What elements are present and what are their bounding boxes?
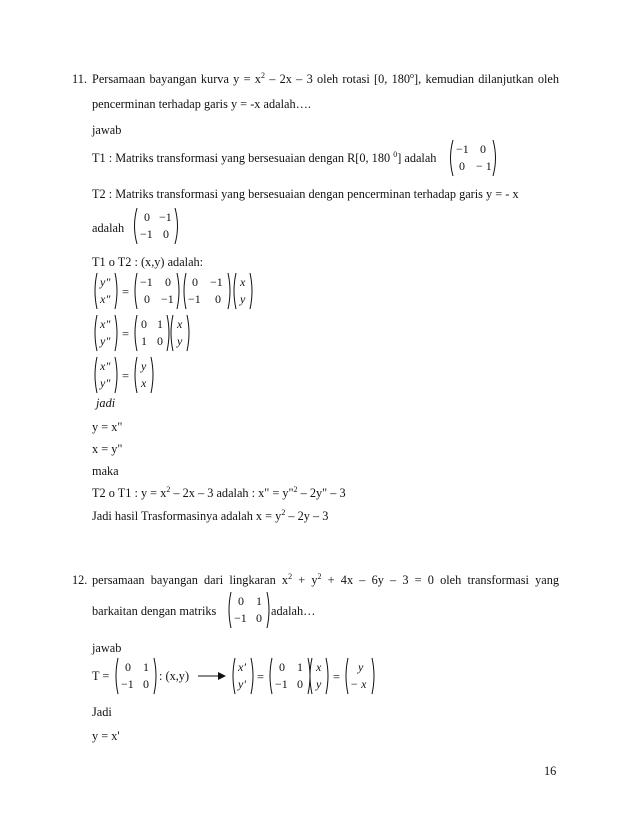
eq2-lhs-vector: x" y"	[92, 314, 120, 352]
eq1-matrix-2: 0 −1 −1 0	[181, 272, 233, 310]
jadi-label-12: Jadi	[92, 705, 112, 719]
arrow-right-icon	[198, 670, 228, 682]
t2-adalah: adalah	[92, 221, 125, 235]
p12-equals-1: =	[257, 670, 265, 684]
final-result: Jadi hasil Trasformasinya adalah $x = y^2 - 2y - 3$	[92, 508, 329, 523]
t2-matrix: 0 −1 −1 0	[131, 207, 181, 245]
result-line-2: x = y"	[92, 442, 123, 456]
eq1-vector: x y	[231, 272, 255, 310]
eq2-vector: x y	[168, 314, 192, 352]
final-composition: T2 o T1 : $y = x^2 - 2x - 3$ adalah : x" = y"$^2$ – 2y" – 3	[92, 485, 346, 500]
t1-matrix: −1 0 0 − 1	[447, 139, 499, 177]
p12-result-vector: y − x	[343, 657, 377, 695]
p12-equals-2: =	[333, 670, 341, 684]
p12-lhs-vector: x' y'	[230, 657, 256, 695]
eq2-matrix: 0 1 1 0	[132, 314, 172, 352]
p12-question-matrix: 0 1 −1 0	[226, 591, 272, 629]
t-matrix: 0 1 −1 0	[113, 657, 159, 695]
problem-12-line-1: persamaan bayangan dari lingkaran $x^2 + y^2 + 4x - 6y - 3 = 0$ oleh transformasi yang	[92, 572, 559, 587]
maka-label: maka	[92, 464, 119, 478]
t-xy: : (x,y)	[159, 669, 190, 683]
p12-last-line: y = x'	[92, 729, 120, 743]
eq3-lhs-vector: x" y"	[92, 356, 120, 394]
t2-statement: T2 : Matriks transformasi yang bersesuaian dengan pencerminan terhadap garis y = - x	[92, 187, 519, 201]
problem-11-number: 11.	[72, 72, 87, 86]
eq1-matrix-1: −1 0 0 −1	[132, 272, 182, 310]
eq1-equals: =	[122, 285, 130, 299]
eq3-result-vector: y x	[132, 356, 156, 394]
jadi-label: jadi	[96, 396, 116, 410]
eq1-lhs-vector: y" x"	[92, 272, 120, 310]
problem-12-adalah: adalah…	[271, 604, 316, 618]
problem-12-line-2: barkaitan dengan matriks	[92, 604, 217, 618]
result-line-1: y = x"	[92, 420, 123, 434]
eq3-equals: =	[122, 369, 130, 383]
problem-12-number: 12.	[72, 573, 88, 587]
t1-statement: T1 : Matriks transformasi yang bersesuaian dengan R[0, 180 $^0$] adalah	[92, 150, 437, 165]
eq2-equals: =	[122, 327, 130, 341]
jawab-label: jawab	[92, 123, 122, 137]
p12-vector: x y	[307, 657, 331, 695]
page-number: 16	[544, 764, 557, 778]
jawab-label-12: jawab	[92, 641, 122, 655]
p12-matrix: 0 1 −1 0	[267, 657, 313, 695]
composition-label: T1 o T2 : (x,y) adalah:	[92, 255, 204, 269]
problem-11-line-2: pencerminan terhadap garis y = -x adalah….	[92, 97, 311, 111]
t-label: T =	[92, 669, 110, 683]
problem-11-line-1: Persamaan bayangan kurva $y = x^2 - 2x - 3$ oleh rotasi [0, 180$^o$], kemudian dilanjutkan oleh	[92, 71, 559, 86]
